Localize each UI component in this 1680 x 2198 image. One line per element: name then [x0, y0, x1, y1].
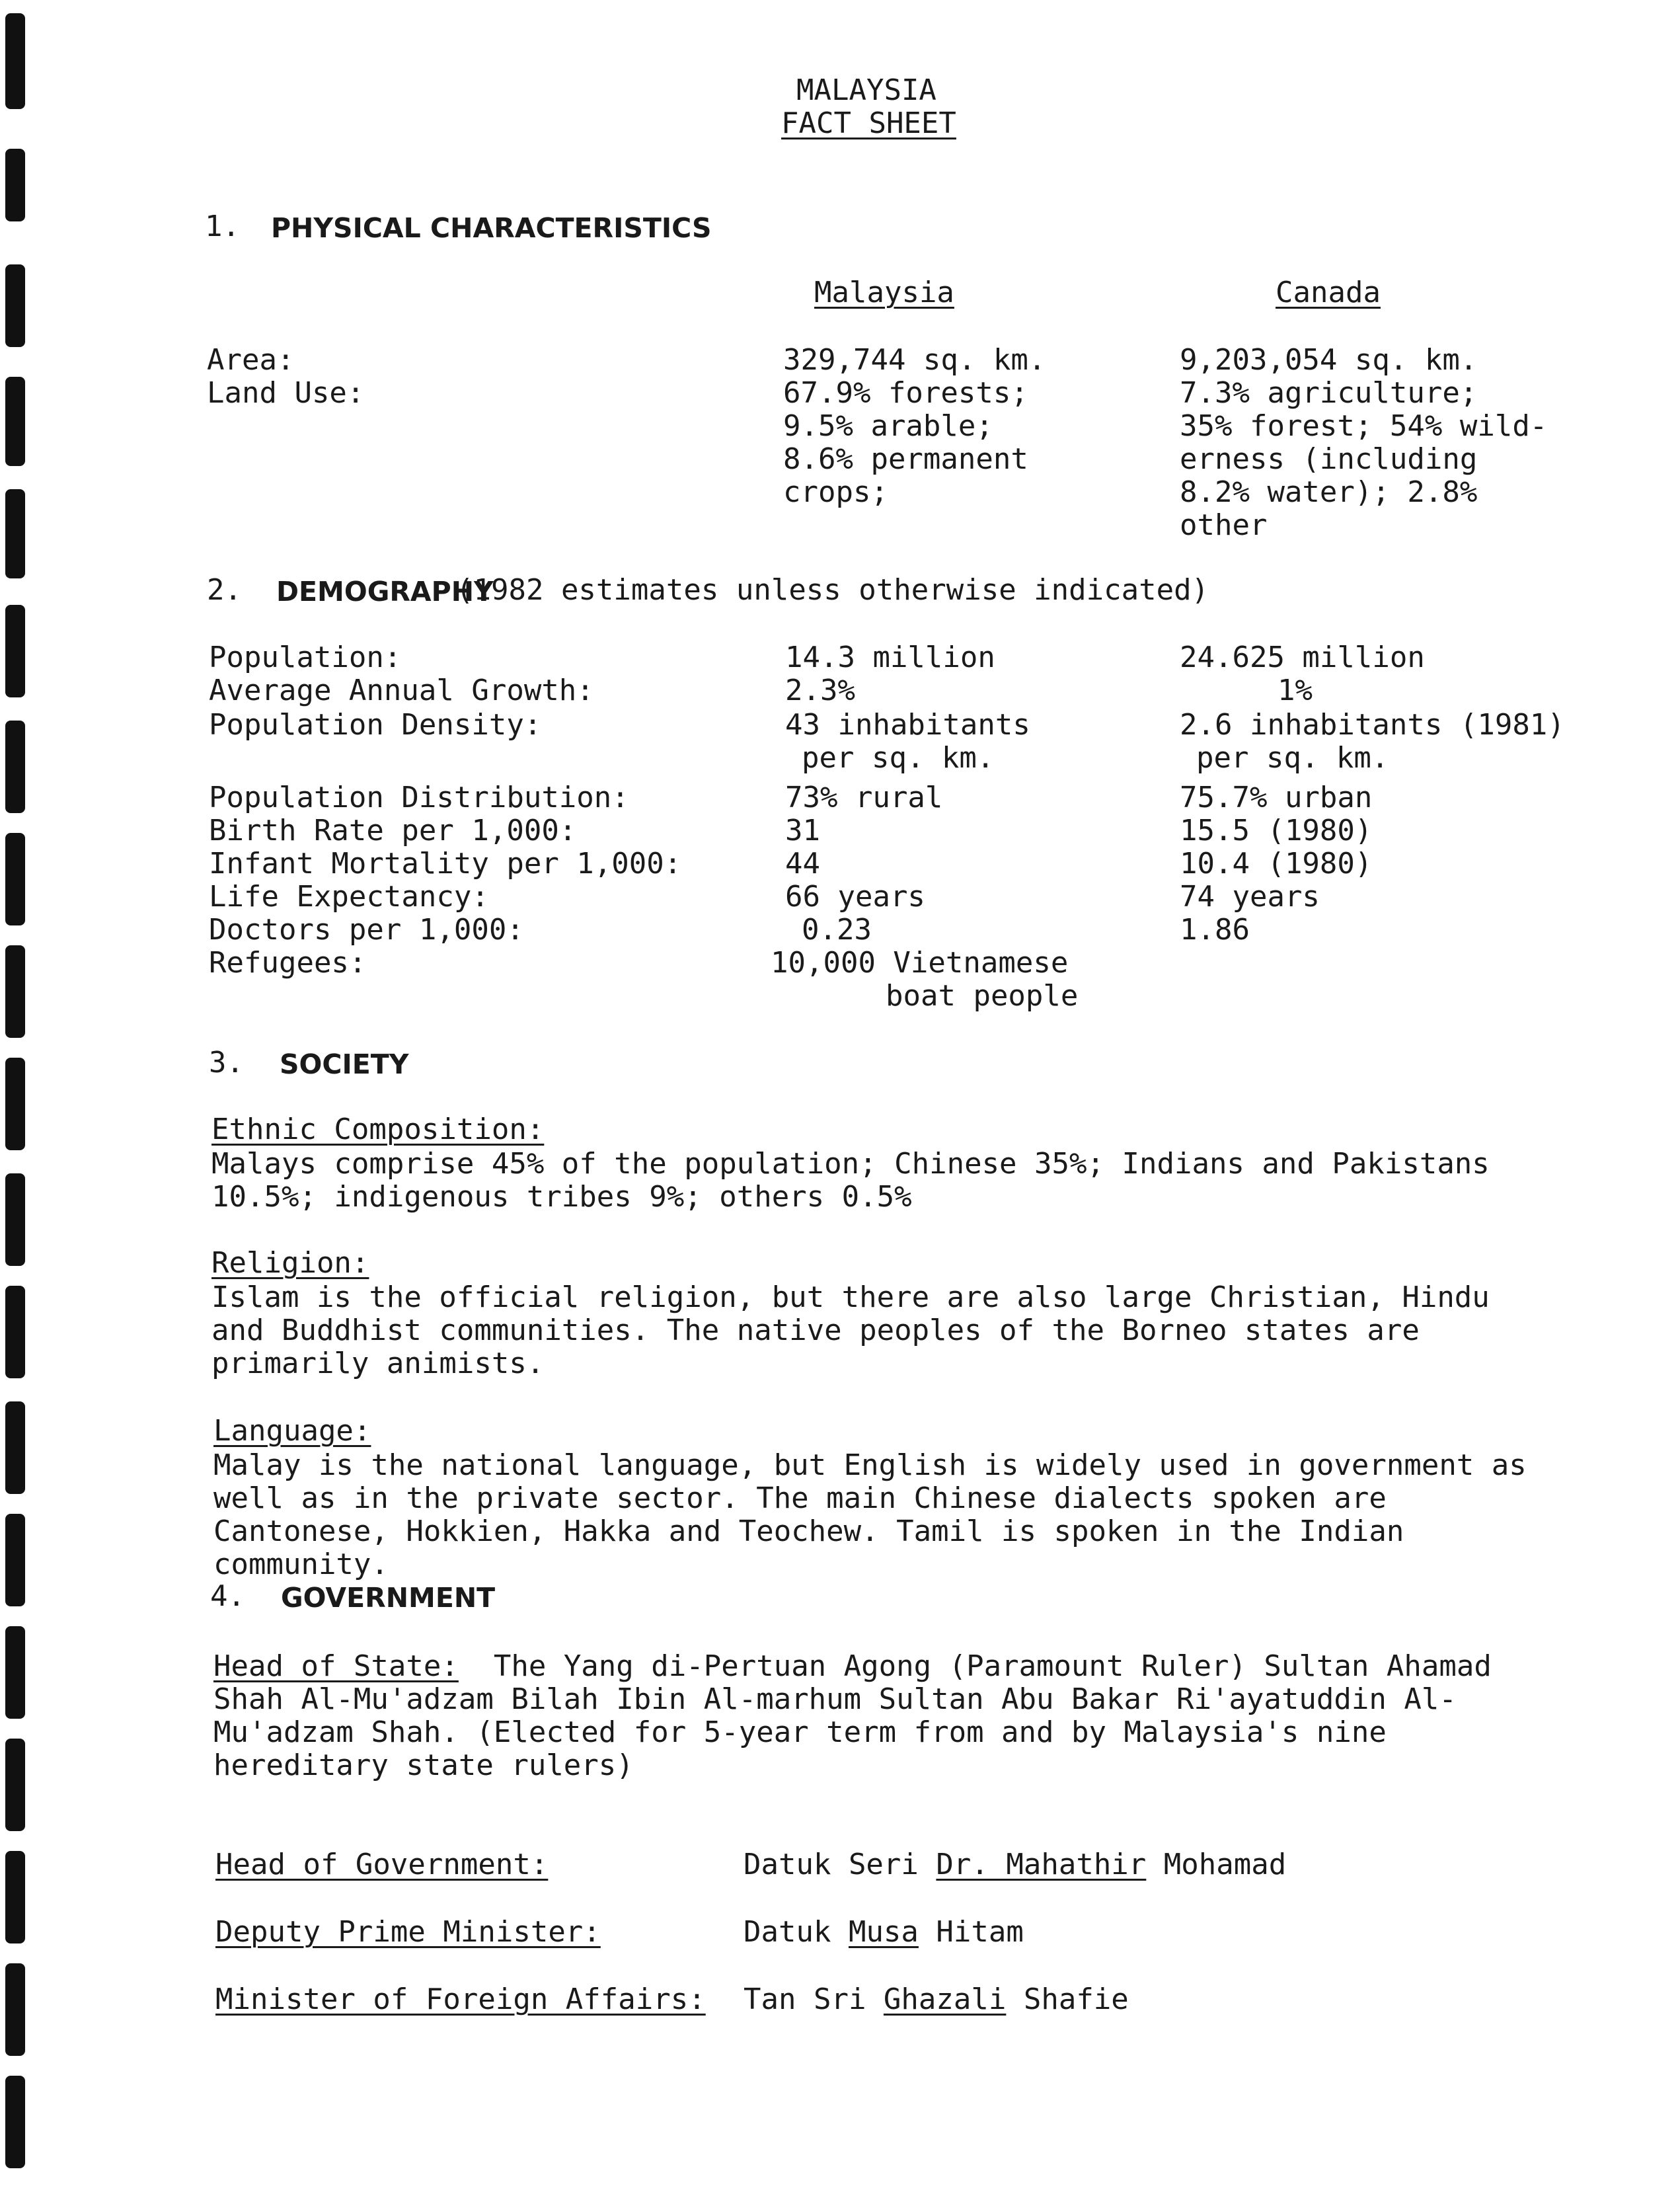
- document-title: FACT SHEET: [781, 106, 956, 140]
- subsection-title-religion: Religion:: [211, 1246, 369, 1280]
- row-value-canada: 8.2% water); 2.8%: [1180, 475, 1478, 509]
- row-label: Infant Mortality per 1,000:: [209, 847, 682, 881]
- row-value-canada: erness (including: [1180, 442, 1478, 476]
- row-value-malaysia: boat people: [886, 979, 1079, 1013]
- row-label: Area:: [207, 343, 295, 377]
- row-value-malaysia: 66 years: [785, 880, 925, 914]
- row-value-canada: 1%: [1278, 674, 1313, 707]
- section-number: 3.: [209, 1046, 244, 1079]
- section-heading-physical: PHYSICAL CHARACTERISTICS: [271, 212, 712, 244]
- row-value-malaysia: 9.5% arable;: [783, 409, 993, 443]
- row-value-malaysia: crops;: [783, 475, 888, 509]
- official-name: Datuk Seri Dr. Mahathir Mohamad: [744, 1848, 1287, 1881]
- row-label: Doctors per 1,000:: [209, 913, 524, 947]
- official-title: Deputy Prime Minister:: [215, 1915, 601, 1949]
- official-title: Minister of Foreign Affairs:: [215, 1982, 706, 2016]
- official-name: Datuk Musa Hitam: [744, 1915, 1024, 1949]
- section-heading-society: SOCIETY: [280, 1048, 409, 1080]
- row-value-malaysia: 14.3 million: [785, 641, 995, 674]
- row-value-malaysia: 2.3%: [785, 674, 855, 707]
- row-value-malaysia: 67.9% forests;: [783, 376, 1028, 410]
- row-value-canada: 75.7% urban: [1180, 781, 1373, 814]
- subsection-text-language: Malay is the national language, but English is widely used in government as well as in the private sector. The main Chinese dialects spoken are Cantonese, Hokkien, Hakka and Teochew. Tamil is spoken in the Indian community.: [213, 1448, 1527, 1581]
- row-label: Population Density:: [209, 708, 542, 742]
- section-number: 2.: [207, 573, 242, 607]
- row-label: Population:: [209, 641, 402, 674]
- document-country: MALAYSIA: [796, 73, 936, 107]
- row-label: Birth Rate per 1,000:: [209, 814, 577, 847]
- row-label: Refugees:: [209, 946, 367, 980]
- subsection-text-ethnic: Malays comprise 45% of the population; Chinese 35%; Indians and Pakistans 10.5%; indigenous tribes 9%; others 0.5%: [211, 1147, 1490, 1214]
- row-value-malaysia: 329,744 sq. km.: [783, 343, 1046, 377]
- row-value-malaysia: 73% rural: [785, 781, 943, 814]
- row-value-canada: 15.5 (1980): [1180, 814, 1373, 847]
- row-value-malaysia: 44: [785, 847, 820, 881]
- row-value-malaysia: 8.6% permanent: [783, 442, 1028, 476]
- section-number: 1.: [205, 210, 240, 243]
- head-of-state-text: The Yang di-Pertuan Agong (Paramount Ruler) Sultan Ahamad Shah Al-Mu'adzam Bilah Ibin Al-marhum Sultan Abu Bakar Ri'ayatuddin Al-Mu'adzam Shah. (Elected for 5-year term from and by Malaysia's nine hereditary state rulers): [213, 1649, 1492, 1782]
- column-header-canada: Canada: [1276, 276, 1381, 309]
- subsection-text-religion: Islam is the official religion, but there are also large Christian, Hindu and Buddhist communities. The native peoples of the Borneo states are primarily animists.: [211, 1280, 1490, 1380]
- head-of-state-title: Head of State:: [213, 1649, 459, 1683]
- row-value-canada: per sq. km.: [1196, 741, 1389, 775]
- row-value-canada: 9,203,054 sq. km.: [1180, 343, 1478, 377]
- row-value-canada: 74 years: [1180, 880, 1320, 914]
- row-value-malaysia: 43 inhabitants: [785, 708, 1030, 742]
- subsection-title-language: Language:: [213, 1414, 371, 1448]
- row-value-malaysia: 10,000 Vietnamese: [771, 946, 1069, 980]
- head-of-state-block: [213, 1650, 1529, 1782]
- section-number: 4.: [210, 1579, 245, 1613]
- official-name: Tan Sri Ghazali Shafie: [744, 1982, 1129, 2016]
- section-heading-government: GOVERNMENT: [281, 1582, 496, 1614]
- row-label: Land Use:: [207, 376, 365, 410]
- column-header-malaysia: Malaysia: [814, 276, 954, 309]
- row-value-canada: 10.4 (1980): [1180, 847, 1373, 881]
- row-value-canada: 35% forest; 54% wild-: [1180, 409, 1548, 443]
- row-value-malaysia: per sq. km.: [802, 741, 995, 775]
- row-value-canada: 1.86: [1180, 913, 1250, 947]
- official-title: Head of Government:: [215, 1848, 549, 1881]
- row-value-malaysia: 0.23: [802, 913, 872, 947]
- row-label: Population Distribution:: [209, 781, 629, 814]
- section-heading-demography: DEMOGRAPHY: [276, 576, 494, 608]
- row-value-canada: other: [1180, 508, 1268, 542]
- section-note: (1982 estimates unless otherwise indicated): [456, 573, 1209, 607]
- row-value-canada: 24.625 million: [1180, 641, 1425, 674]
- row-value-malaysia: 31: [785, 814, 820, 847]
- row-label: Average Annual Growth:: [209, 674, 594, 707]
- row-label: Life Expectancy:: [209, 880, 489, 914]
- row-value-canada: 2.6 inhabitants (1981): [1180, 708, 1565, 742]
- row-value-canada: 7.3% agriculture;: [1180, 376, 1478, 410]
- subsection-title-ethnic: Ethnic Composition:: [211, 1113, 545, 1146]
